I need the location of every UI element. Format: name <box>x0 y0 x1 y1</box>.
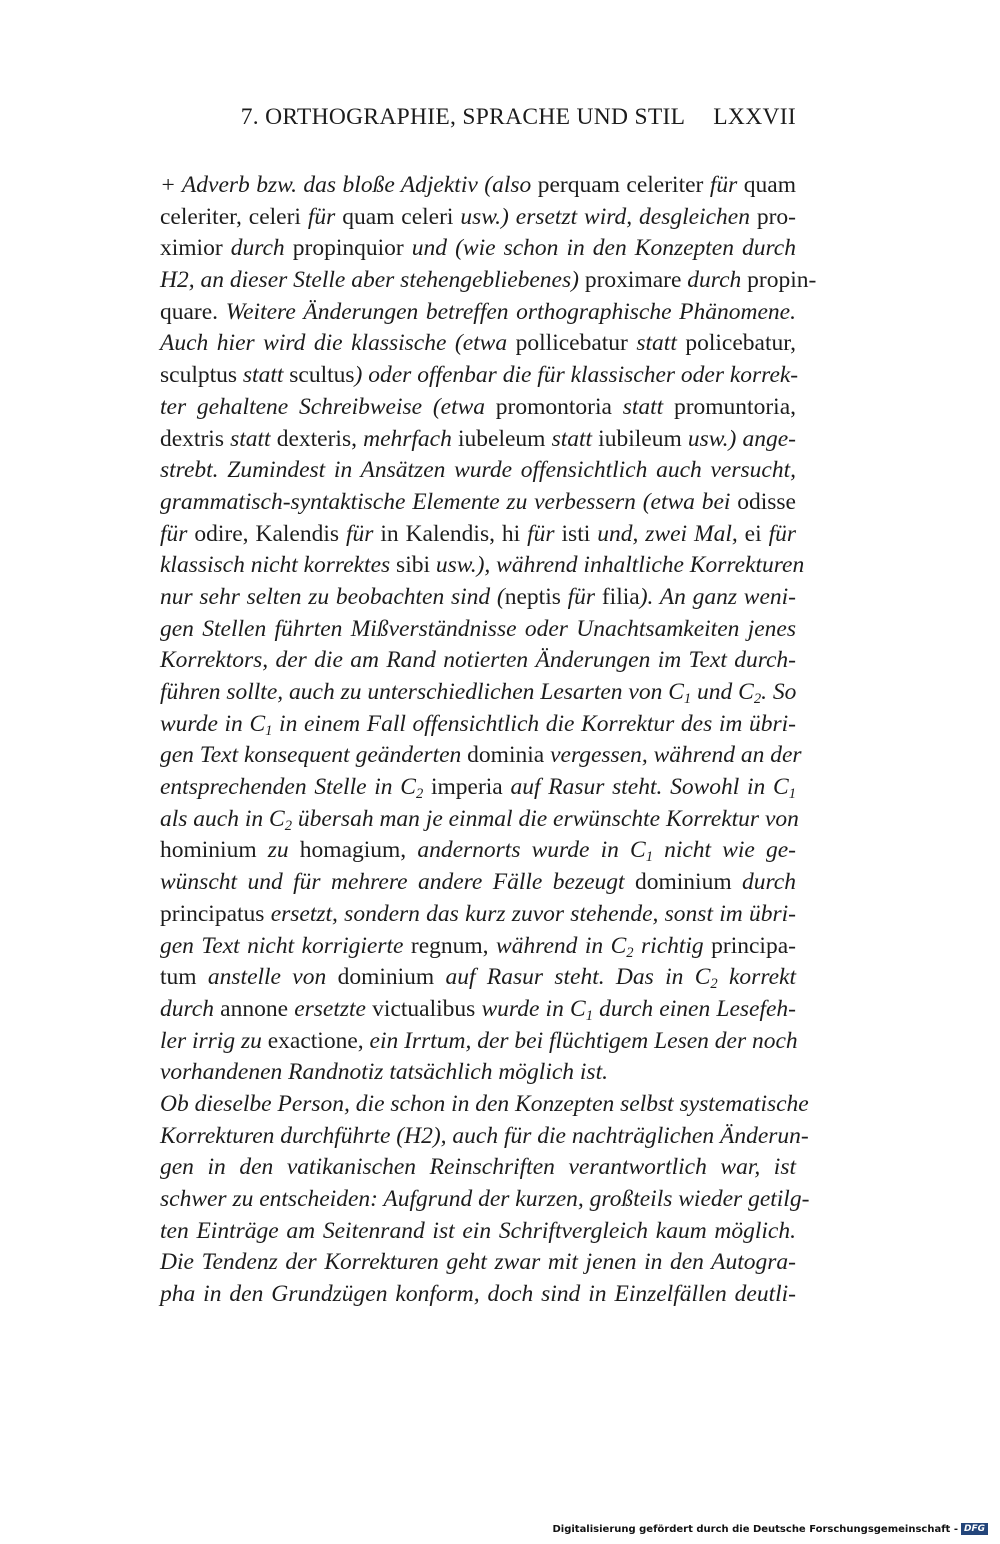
text-line: Auch hier wird die klassische (etwa pollicebatur statt policebatur, <box>160 330 797 357</box>
running-head <box>160 104 796 131</box>
text-line: vorhandenen Randnotiz tatsächlich möglich ist. <box>160 1059 608 1086</box>
text-line: durch annone ersetzte victualibus wurde in $C_1$ durch einen Lesefeh- <box>160 995 796 1024</box>
text-line: ler irrig zu exactione, ein Irrtum, der bei flüchtigem Lesen der noch <box>160 1027 798 1054</box>
text-line: nur sehr selten zu beobachten sind (neptis für filia). An ganz weni- <box>160 583 796 610</box>
text-line: klassisch nicht korrektes sibi usw.), während inhaltliche Korrekturen <box>160 552 805 579</box>
text-line: tum anstelle von dominium auf Rasur steht. Das in $C_2$ korrekt <box>160 964 796 993</box>
text-line: sculptus statt scultus) oder offenbar die für klassischer oder korrek- <box>160 362 799 389</box>
text-line: Korrekturen durchführte (H2), auch für die nachträglichen Änderun- <box>160 1122 809 1149</box>
text-line: celeriter, celeri für quam celeri usw.) ersetzt wird, desgleichen pro- <box>160 203 796 230</box>
text-line: H2, an dieser Stelle aber stehengebliebenes) proximare durch propin- <box>160 267 817 294</box>
text-line: für odire, Kalendis für in Kalendis, hi für isti und, zwei Mal, ei für <box>160 520 797 547</box>
text-line: ten Einträge am Seitenrand ist ein Schriftvergleich kaum möglich. <box>160 1217 796 1244</box>
text-line: ter gehaltene Schreibweise (etwa promontoria statt promuntoria, <box>160 393 796 420</box>
chapter-title: 7. ORTHOGRAPHIE, SPRACHE UND STIL <box>240 104 686 130</box>
text-line: dextris statt dexteris, mehrfach iubeleum statt iubileum usw.) ange- <box>160 425 796 452</box>
text-line: grammatisch-syntaktische Elemente zu verbessern (etwa bei odisse <box>160 488 796 515</box>
text-line: Korrektors, der die am Rand notierten Änderungen im Text durch- <box>160 647 796 674</box>
text-line: strebt. Zumindest in Ansätzen wurde offensichtlich auch versucht, <box>160 457 796 484</box>
text-line: wurde in $C_1$ in einem Fall offensichtlich die Korrektur des im übri- <box>160 710 796 739</box>
dfg-logo: DFG <box>961 1523 988 1535</box>
text-line: führen sollte, auch zu unterschiedlichen Lesarten von $C_1$ und $C_2$. So <box>160 679 797 708</box>
page-number: LXXVII <box>713 104 796 130</box>
text-line: Die Tendenz der Korrekturen geht zwar mit jenen in den Autogra- <box>160 1249 796 1276</box>
body-text <box>160 170 817 1311</box>
text-line: gen Text konsequent geänderten dominia vergessen, während an der <box>160 742 802 769</box>
text-line: schwer zu entscheiden: Aufgrund der kurzen, großteils wieder getilg- <box>160 1186 810 1212</box>
text-line: gen Text nicht korrigierte regnum, während in $C_2$ richtig principa- <box>160 932 796 961</box>
text-line: pha in den Grundzügen konform, doch sind in Einzelfällen deutli- <box>160 1281 796 1308</box>
credit-text: Digitalisierung gefördert durch die Deutsche Forschungsgemeinschaft - <box>552 1524 958 1535</box>
text-line: entsprechenden Stelle in $C_2$ imperia auf Rasur steht. Sowohl in $C_1$ <box>160 774 796 803</box>
text-line: quare. Weitere Änderungen betreffen orthographische Phänomene. <box>160 298 796 325</box>
text-line: gen Stellen führten Mißverständnisse oder Unachtsamkeiten jenes <box>160 615 796 642</box>
text-line: gen in den vatikanischen Reinschriften verantwortlich war, ist <box>160 1154 796 1181</box>
text-line: principatus ersetzt, sondern das kurz zuvor stehende, sonst im übri- <box>160 900 796 927</box>
text-line: Ob dieselbe Person, die schon in den Konzepten selbst systematische <box>160 1090 809 1117</box>
text-line: ximior durch propinquior und (wie schon in den Konzepten durch <box>160 235 796 262</box>
text-line: wünscht und für mehrere andere Fälle bezeugt dominium durch <box>160 869 796 896</box>
text-line: als auch in $C_2$ übersah man je einmal die erwünschte Korrektur von <box>160 805 799 834</box>
text-line: + Adverb bzw. das bloße Adjektiv (also perquam celeriter für quam <box>160 172 796 198</box>
digitization-credit <box>552 1523 988 1535</box>
text-line: hominium zu homagium, andernorts wurde in $C_1$ nicht wie ge- <box>160 837 796 866</box>
